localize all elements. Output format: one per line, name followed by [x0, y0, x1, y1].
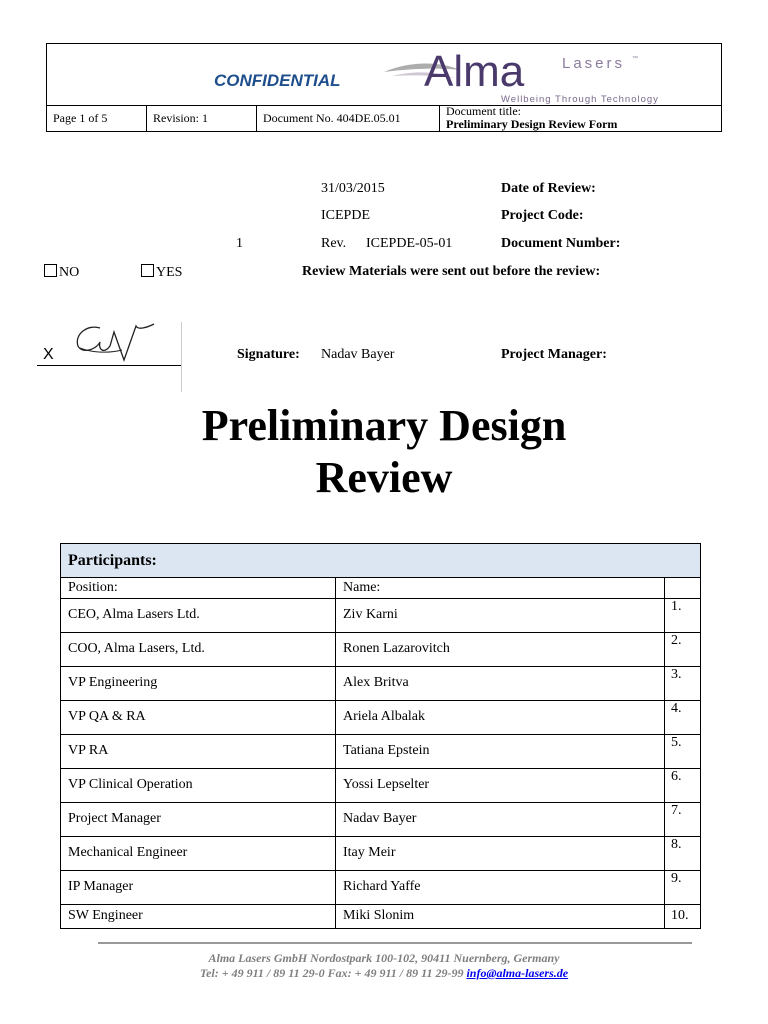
logo-tagline: Wellbeing Through Technology [501, 94, 659, 105]
rev-label: Rev. [321, 236, 347, 251]
alma-lasers-logo [382, 46, 659, 105]
signature-divider [181, 322, 182, 392]
participant-number: 7. [671, 803, 682, 818]
participant-name: Ariela Albalak [336, 701, 665, 734]
participant-number: 5. [671, 735, 682, 750]
participant-number: 3. [671, 667, 682, 682]
participant-number: 6. [671, 769, 682, 784]
participants-heading: Participants: [61, 544, 700, 578]
participant-name: Ziv Karni [336, 599, 665, 632]
footer-contact [0, 966, 768, 981]
participant-row [61, 803, 700, 837]
no-option[interactable] [44, 264, 79, 281]
participant-row [61, 701, 700, 735]
participant-position: SW Engineer [61, 905, 336, 928]
participant-row [61, 667, 700, 701]
participant-position: CEO, Alma Lasers Ltd. [61, 599, 336, 632]
participant-number: 4. [671, 701, 682, 716]
col-number-header [665, 578, 700, 598]
project-manager-name: Nadav Bayer [321, 347, 395, 362]
participant-position: COO, Alma Lasers, Ltd. [61, 633, 336, 666]
footer-email-link[interactable]: info@alma-lasers.de [466, 966, 569, 980]
signature-line [37, 365, 181, 366]
col-position-header: Position: [61, 578, 336, 598]
footer-rule [98, 942, 692, 944]
participant-position: IP Manager [61, 871, 336, 904]
logo-subword: Lasers [562, 55, 626, 72]
signature-label: Signature: [237, 347, 300, 362]
participant-position: VP QA & RA [61, 701, 336, 734]
yes-checkbox[interactable] [141, 264, 154, 277]
document-title: Preliminary Design Review Form [446, 117, 618, 131]
title-line-1: Preliminary Design [201, 401, 567, 450]
participant-name: Richard Yaffe [336, 871, 665, 904]
document-number-label: Document Number: [501, 236, 621, 251]
participant-number: 2. [671, 633, 682, 648]
logo-wordmark: Alma [424, 47, 525, 96]
participant-number: 1. [671, 599, 682, 614]
document-number-value: ICEPDE-05-01 [366, 236, 453, 251]
participant-row [61, 633, 700, 667]
yes-option[interactable] [141, 264, 182, 281]
participant-row [61, 599, 700, 633]
document-title-label: Document title: [446, 104, 521, 118]
revision: Revision: 1 [147, 105, 257, 132]
participant-number: 8. [671, 837, 682, 852]
participant-row [61, 769, 700, 803]
document-main-title [0, 400, 768, 504]
signature-x: X [43, 346, 54, 363]
participant-name: Miki Slonim [336, 905, 665, 928]
project-code-value: ICEPDE [321, 208, 370, 223]
header-info-row [47, 105, 721, 132]
participant-name: Yossi Lepselter [336, 769, 665, 802]
participant-position: VP Clinical Operation [61, 769, 336, 802]
no-checkbox[interactable] [44, 264, 57, 277]
rev-number: 1 [236, 236, 243, 251]
participant-name: Tatiana Epstein [336, 735, 665, 768]
yes-label: YES [156, 265, 183, 280]
participants-header-row [61, 578, 700, 599]
participant-row [61, 735, 700, 769]
participant-name: Itay Meir [336, 837, 665, 870]
project-manager-label: Project Manager: [501, 347, 607, 362]
participant-row [61, 905, 700, 928]
document-header [46, 43, 722, 132]
title-line-2: Review [315, 453, 453, 502]
document-number: Document No. 404DE.05.01 [257, 105, 440, 132]
participant-name: Ronen Lazarovitch [336, 633, 665, 666]
participant-position: VP RA [61, 735, 336, 768]
participant-row [61, 837, 700, 871]
footer [0, 951, 768, 981]
document-title-cell [440, 105, 721, 132]
date-value: 31/03/2015 [321, 181, 385, 196]
participants-rows [61, 599, 700, 928]
no-label: NO [59, 265, 80, 280]
date-label: Date of Review: [501, 181, 596, 196]
header-top [47, 44, 721, 106]
col-name-header: Name: [336, 578, 665, 598]
participant-position: Project Manager [61, 803, 336, 836]
participant-number: 9. [671, 871, 682, 886]
project-code-label: Project Code: [501, 208, 584, 223]
page-number: Page 1 of 5 [47, 105, 147, 132]
footer-address: Alma Lasers GmbH Nordostpark 100-102, 90411 Nuernberg, Germany [208, 951, 560, 965]
participant-position: VP Engineering [61, 667, 336, 700]
participant-number: 10. [671, 908, 689, 923]
participant-position: Mechanical Engineer [61, 837, 336, 870]
handwritten-signature [70, 320, 160, 366]
materials-label: Review Materials were sent out before the review: [302, 264, 601, 279]
participants-table [60, 543, 701, 929]
confidential-label: CONFIDENTIAL [214, 71, 341, 90]
participant-row [61, 871, 700, 905]
footer-phone-fax: Tel: + 49 911 / 89 11 29-0 Fax: + 49 911 / 89 11 29-99 [199, 966, 464, 980]
participant-name: Alex Britva [336, 667, 665, 700]
logo-trademark: ™ [632, 56, 638, 62]
participant-name: Nadav Bayer [336, 803, 665, 836]
